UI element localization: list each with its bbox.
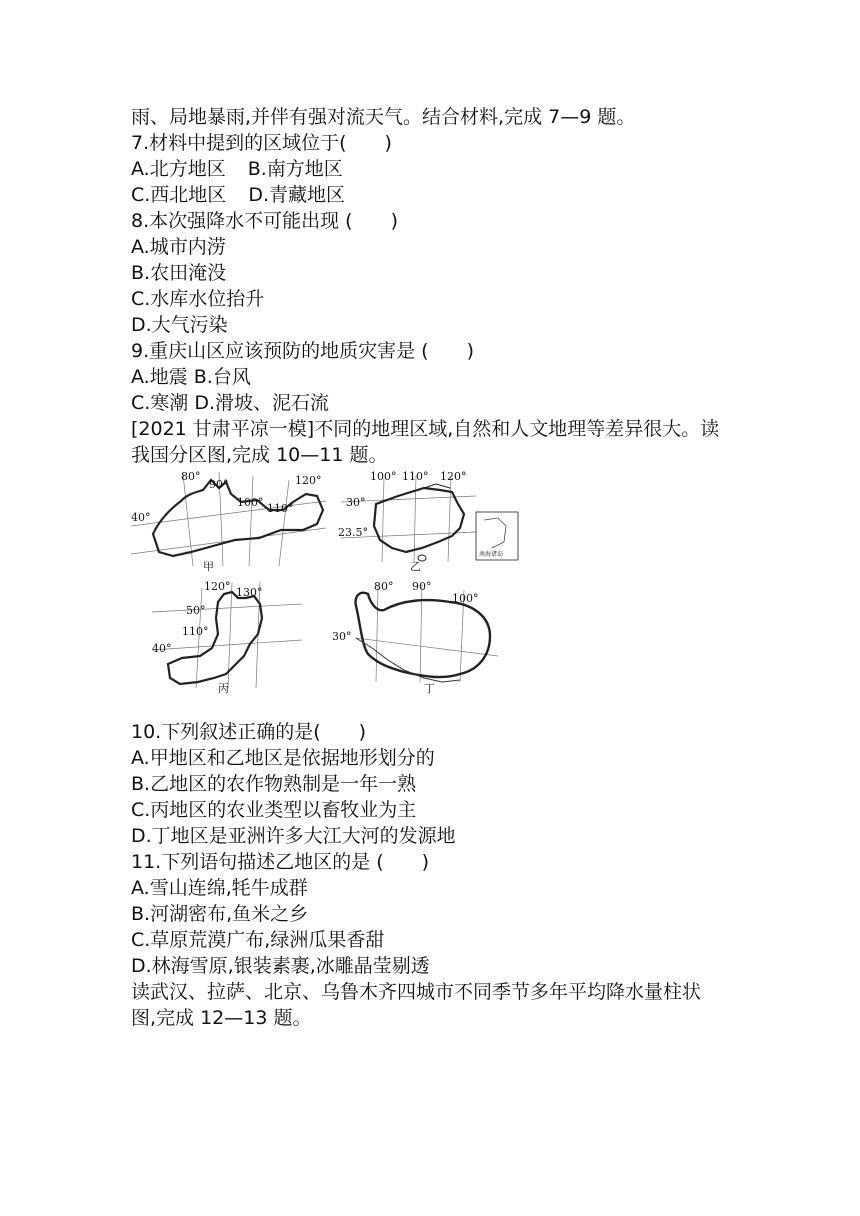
map-caption: 丙 (218, 682, 229, 695)
question-11-option-b: B.河湖密布,鱼米之乡 (131, 903, 309, 925)
map-label: 110° (267, 502, 294, 515)
question-11-option-d: D.林海雪原,银装素裹,冰雕晶莹剔透 (131, 955, 430, 977)
map-label: 30° (346, 496, 366, 509)
question-8-option-a: A.城市内涝 (131, 236, 226, 258)
map-caption: 甲 (203, 560, 214, 573)
question-9-options-row1 (131, 364, 251, 390)
map-caption: 乙 (410, 560, 421, 573)
question-10-stem: 10.下列叙述正确的是( ) (131, 721, 367, 743)
option-a: A.地震 (131, 366, 188, 388)
region-bing-outline (168, 592, 262, 684)
question-8-option-b: B.农田淹没 (131, 262, 227, 284)
material-line-2: 我国分区图,完成 10—11 题。 (131, 444, 388, 466)
material-line-1: [2021 甘肃平凉一模]不同的地理区域,自然和人文地理等差异很大。读 (131, 418, 720, 440)
question-10-option-d: D.丁地区是亚洲许多大江大河的发源地 (131, 825, 456, 847)
option-b: B.南方地区 (247, 158, 343, 180)
option-a: A.北方地区 (131, 158, 226, 180)
question-10-option-b: B.乙地区的农作物熟制是一年一熟 (131, 773, 417, 795)
map-label: 40° (131, 511, 151, 524)
question-10-option-c: C.丙地区的农业类型以畜牧业为主 (131, 799, 417, 821)
question-11-option-c: C.草原荒漠广布,绿洲瓜果香甜 (131, 929, 385, 951)
question-7-stem: 7.材料中提到的区域位于( ) (131, 132, 392, 154)
outro-line-1: 读武汉、拉萨、北京、乌鲁木齐四城市不同季节多年平均降水量柱状 (131, 981, 702, 1003)
map-label: 80° (181, 470, 201, 483)
option-c: C.寒潮 (131, 392, 189, 414)
question-7-options-row1 (131, 156, 343, 182)
map-label: 100° (237, 496, 264, 509)
question-8-stem: 8.本次强降水不可能出现 ( ) (131, 210, 398, 232)
map-label: 40° (152, 642, 172, 655)
map-label: 50° (186, 604, 206, 617)
map-label: 130° (236, 586, 263, 599)
question-7-options-row2 (131, 182, 345, 208)
map-bing (152, 578, 312, 696)
region-ding-outline (356, 593, 490, 677)
map-label: 100° (370, 470, 397, 483)
option-d: D.滑坡、泥石流 (194, 392, 330, 414)
map-label: 100° (452, 592, 479, 605)
map-label: 90° (412, 580, 432, 593)
map-label: 30° (332, 630, 352, 643)
map-yi (336, 466, 526, 574)
map-label: 120° (440, 470, 467, 483)
question-11-option-a: A.雪山连绵,牦牛成群 (131, 877, 308, 899)
question-8-option-d: D.大气污染 (131, 314, 228, 336)
option-c: C.西北地区 (131, 184, 227, 206)
question-11-stem: 11.下列语句描述乙地区的是 ( ) (131, 851, 430, 873)
map-label: 120° (295, 474, 322, 487)
question-8-option-c: C.水库水位抬升 (131, 288, 265, 310)
inset-label: 南海诸岛 (479, 551, 504, 558)
intro-line: 雨、局地暴雨,并伴有强对流天气。结合材料,完成 7—9 题。 (131, 106, 636, 128)
map-label: 90° (209, 478, 229, 491)
question-9-stem: 9.重庆山区应该预防的地质灾害是 ( ) (131, 340, 474, 362)
map-jia (131, 466, 331, 574)
map-label: 110° (402, 470, 429, 483)
map-label: 80° (374, 580, 394, 593)
map-label: 110° (182, 625, 209, 638)
map-ding (332, 578, 502, 696)
option-b: B.台风 (193, 366, 251, 388)
map-label: 120° (204, 580, 231, 593)
outro-line-2: 图,完成 12—13 题。 (131, 1007, 312, 1029)
region-jia-outline (153, 480, 323, 556)
map-caption: 丁 (424, 682, 435, 695)
map-label: 23.5° (338, 526, 368, 539)
question-9-options-row2 (131, 390, 329, 416)
option-d: D.青藏地区 (248, 184, 345, 206)
question-10-option-a: A.甲地区和乙地区是依据地形划分的 (131, 747, 435, 769)
